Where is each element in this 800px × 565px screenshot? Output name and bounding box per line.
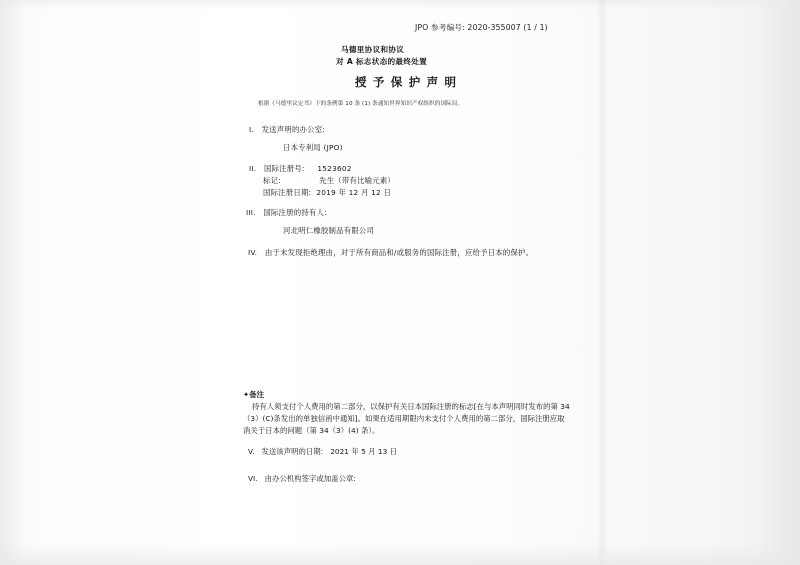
section-2-date-value: 2019 年 12 月 12 日 bbox=[316, 188, 392, 197]
section-2-date-row bbox=[263, 187, 391, 198]
scan-shading-left bbox=[0, 0, 26, 565]
section-6-heading bbox=[248, 473, 356, 484]
section-2-mark-label: 标记: bbox=[263, 176, 281, 185]
section-2-mark-row bbox=[263, 175, 395, 186]
header-reference-number: JPO 参考编号: 2020-355007 (1 / 1) bbox=[415, 23, 548, 32]
section-3-number: III. bbox=[246, 208, 256, 217]
legal-basis-note: 根据《马德里议定书》下的条例第 10 条 (1) 条通知世界知识产权组织的国际局。 bbox=[258, 101, 464, 107]
note-line-2: （3）(C)条发出的单独信函中通知]。如果在适用期限内未支付个人费用的第二部分，国际注册应取 bbox=[243, 414, 565, 423]
section-4-heading bbox=[248, 247, 533, 258]
section-1-number: I. bbox=[249, 125, 254, 134]
section-6-label: 由办公机构签字或加盖公章: bbox=[264, 474, 356, 483]
note-line-1: 持有人须支付个人费用的第二部分，以保护有关日本国际注册的标志[在与本声明同时发布的第 34 bbox=[252, 402, 570, 411]
section-5-heading bbox=[248, 446, 397, 457]
section-3-value: 河北明仁橡胶制品有限公司 bbox=[283, 226, 375, 235]
page-title: 授 予 保 护 声 明 bbox=[355, 75, 458, 89]
section-3-heading bbox=[246, 207, 327, 218]
scan-shading-top bbox=[0, 0, 800, 10]
section-2-value: 1523602 bbox=[317, 164, 352, 173]
section-4-number: IV. bbox=[248, 248, 258, 257]
section-4-label: 由于未发现拒绝理由，对于所有商品和/或服务的国际注册，应给予日本的保护。 bbox=[264, 248, 534, 257]
document-subtitle-line-1: 马德里协议和协议 bbox=[341, 45, 405, 54]
note-line-3: 消关于日本的问题（第 34（3）(4) 条）。 bbox=[243, 426, 380, 435]
section-2-mark-value: 先生（带有比喻元素） bbox=[319, 176, 396, 185]
section-1-value: 日本专利局 (JPO) bbox=[283, 143, 343, 152]
section-1-label: 发送声明的办公室: bbox=[261, 125, 326, 134]
section-2-label: 国际注册号: bbox=[263, 164, 305, 173]
section-6-number: VI. bbox=[248, 474, 258, 483]
section-3-label: 国际注册的持有人: bbox=[263, 208, 327, 217]
section-2-number: II. bbox=[249, 164, 257, 173]
section-1-heading bbox=[249, 124, 325, 135]
section-5-number: V. bbox=[248, 447, 255, 456]
section-2-date-label: 国际注册日期: bbox=[263, 188, 312, 197]
section-2-heading bbox=[249, 163, 352, 174]
document-subtitle-line-2: 对 A 标志状态的最终处置 bbox=[336, 57, 428, 66]
section-5-value: 2021 年 5 月 13 日 bbox=[330, 447, 398, 456]
scan-shading-right bbox=[760, 0, 800, 565]
note-title: ✦备注 bbox=[243, 390, 264, 399]
section-5-label: 发送该声明的日期: bbox=[261, 447, 324, 456]
scan-shading-bottom bbox=[0, 543, 800, 565]
scan-fold-line bbox=[596, 0, 608, 565]
